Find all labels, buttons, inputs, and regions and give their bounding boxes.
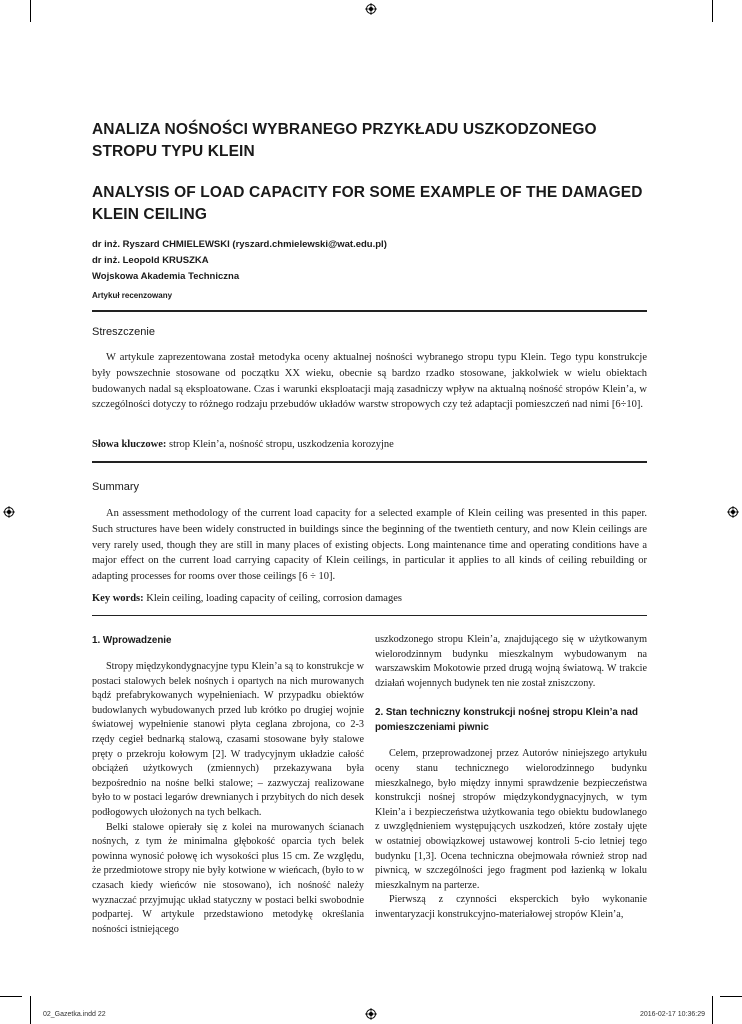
section-2-paragraph: Pierwszą z czynności eksperckich było wykonanie inwentaryzacji konstrukcyjno-materiałowej stropów Klein’a, [375,894,647,920]
streszczenie-text: W artykule zaprezentowana został metodyka oceny aktualnej nośności wybranego stropu typu Klein. Tego typu konstrukcje były powszechnie stosowane od początku XX wieku, obecnie są bardzo rzadko stosowane, jakkolwiek w wielu obiektach budowanych nadal są eksploatowane. Czas i warunki eksploatacji mają zasadniczy wpływ na aktualną nośność stropów Klein’a, w szczególności dotyczy to różnego rodzaju przebudów układów warstw stropowych czy też adaptacji pomieszczeń nad nimi [6÷10]. [92,352,647,411]
streszczenie-keywords [92,437,647,452]
crop-mark [712,0,713,22]
registration-mark-icon [727,506,739,518]
section-1-paragraph: uszkodzonego stropu Klein’a, znajdującego się w użytkowanym wielorodzinnym budynku mieszkalnym wybudowanym na warszawskim Mokotowie przed drugą wojną światową. W trakcie działań wojennych budynek ten nie został zniszczony. [375,634,647,689]
registration-mark-icon [365,3,377,15]
summary-heading: Summary [92,481,140,493]
section-2-heading: 2. Stan techniczny konstrukcji nośnej stropu Klein’a nad pomieszczeniami piwnic [375,707,638,734]
keywords-label: Key words: [92,593,144,604]
divider [92,310,647,312]
crop-mark [30,996,31,1024]
reviewed-label: Artykuł recenzowany [92,291,173,300]
section-2-paragraph: Celem, przeprowadzonej przez Autorów niniejszego artykułu oceny stanu technicznego wielorodzinnego budynku mieszkalnego, było między innymi sprawdzenie bezpieczeństwa konstrukcji nośnej stropów międzykondygnacyjnych, w tym Klein’a i bezpieczeństwa użytkowania tego obiektu budowlanego z uwzględnieniem występujących uszkodzeń, które zostały ujęte w ostatniej obowiązkowej ustawowej kontroli 5-cio letniej tego budynku [1,3]. Ocena techniczna obejmowała również strop nad piwnicą, w szczególności jego fragment pod łazienką w lokalu mieszkalnym na parterze. [375,748,647,891]
section-1-paragraph: Stropy międzykondygnacyjne typu Klein’a są to konstrukcje w postaci stalowych belek nośnych i opartych na nich murowanych bądź prefabrykowanych wypełnieniach. W przypadku obiektów budowlanych wybudowanych przed lub krótko po drugiej wojnie światowej wypełnienie stanowi płyta ceglana zbrojona, co 2-3 rzędy cegieł bednarką stalową, czasami stosowane były stalowe pręty o przekroju kołowym [2]. W tradycyjnym układzie całość obciążeń użytkowych (zmiennych) przekazywana była bezpośrednio na nośne belki stalowe; – zazwyczaj realizowane było to w postaci legarów drewnianych i przybitych do nich desek podłogowych ułożonych na tych belkach. [92,661,364,818]
crop-mark [720,996,742,997]
keywords-text: strop Klein’a, nośność stropu, uszkodzenia korozyjne [169,439,394,450]
keywords-label: Słowa kluczowe: [92,439,167,450]
summary-text: An assessment methodology of the current load capacity for a selected example of Klein ceiling was presented in this paper. Such structures have been widely constructed in buildings since the beginning of the twentieth century, and now Klein ceilings are very rarely used, though they are still in many places of existing objects. Long maintenance time and operating conditions have a major effect on the current load carrying capacity of Klein ceilings, in particular it applies to all kinds of ceiling rebuilding or adapting processes for rooms over those ceilings [6 ÷ 10]. [92,508,647,583]
footer-date: 2016-02-17 10:36:29 [640,1011,705,1018]
author-1: dr inż. Ryszard CHMIELEWSKI (ryszard.chmielewski@wat.edu.pl) [92,239,387,250]
divider [92,615,647,616]
left-column [92,633,364,937]
footer-file: 02_Gazetka.indd 22 [43,1011,106,1018]
section-1-heading: 1. Wprowadzenie [92,635,172,646]
title-polish: ANALIZA NOŚNOŚCI WYBRANEGO PRZYKŁADU USZKODZONEGO STROPU TYPU KLEIN [92,121,597,160]
affiliation: Wojskowa Akademia Techniczna [92,271,240,282]
streszczenie-heading: Streszczenie [92,326,155,338]
divider [92,461,647,463]
crop-mark [712,996,713,1024]
keywords-text: Klein ceiling, loading capacity of ceiling, corrosion damages [146,593,402,604]
right-column [375,633,647,923]
author-2: dr inż. Leopold KRUSZKA [92,255,209,266]
title-english: ANALYSIS OF LOAD CAPACITY FOR SOME EXAMPLE OF THE DAMAGED KLEIN CEILING [92,184,643,223]
crop-mark [30,0,31,22]
registration-mark-icon [3,506,15,518]
registration-mark-icon [365,1008,377,1020]
crop-mark [0,996,22,997]
section-1-paragraph: Belki stalowe opierały się z kolei na murowanych ścianach nośnych, z tym że minimalna głębokość oparcia tych belek powinna wynosić połowę ich wysokości plus 15 cm. Ze względu, że przedmiotowe stropy nie były kotwione w wieńcach, (było to w czasach kiedy wieńców nie stosowano), ich nośność należy wyznaczać przyjmując układ statyczny w postaci belki swobodnie podpartej. W artykule przedstawiono metodykę określania nośności istniejącego [92,821,364,935]
summary-keywords [92,591,647,606]
